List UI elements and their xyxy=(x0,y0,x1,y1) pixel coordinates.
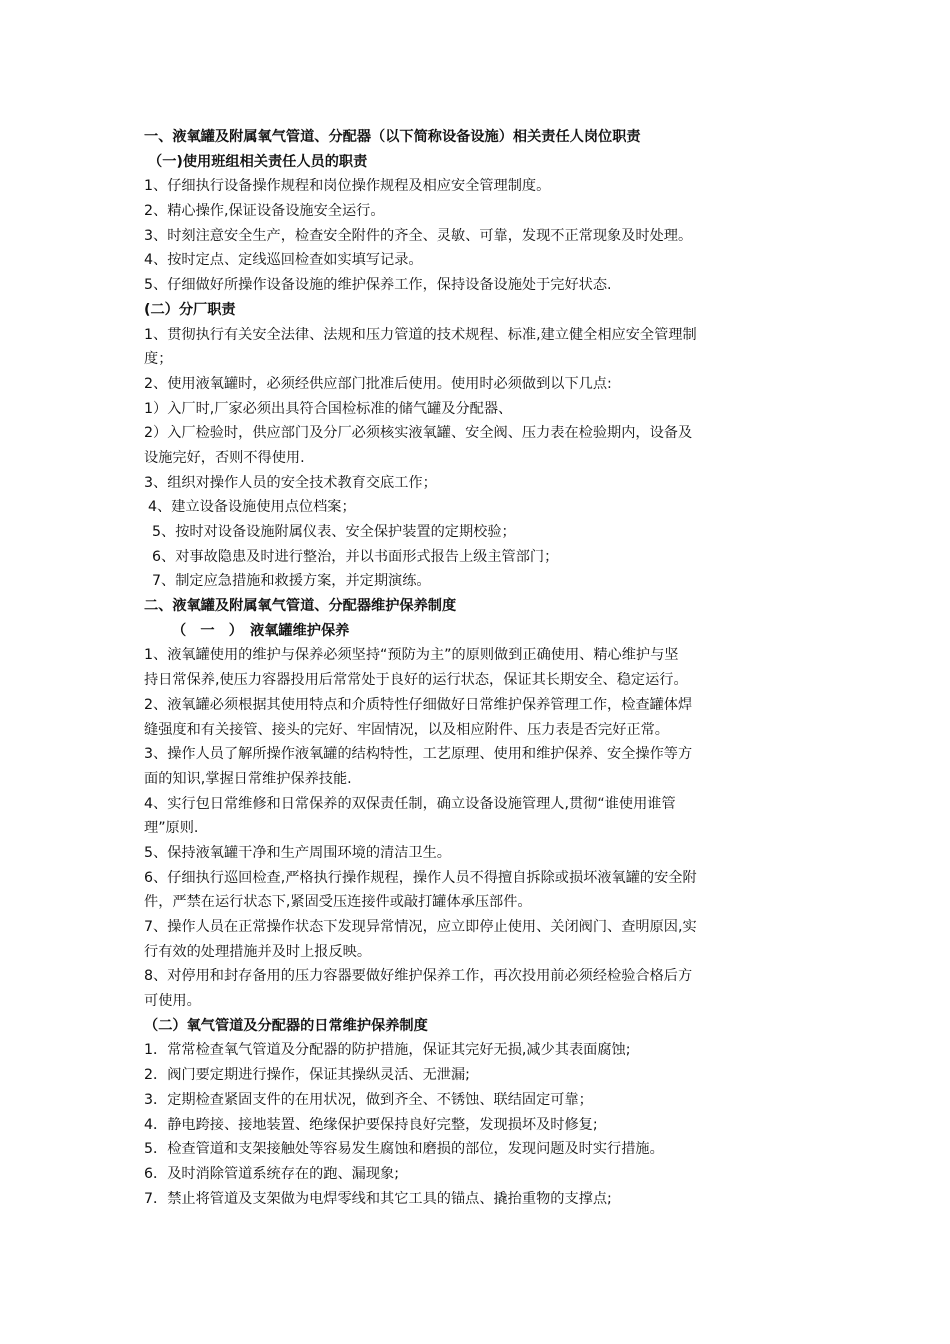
paragraph-line: 面的知识,掌握日常维护保养技能. xyxy=(144,770,352,787)
paragraph-line: 2）入厂检验时，供应部门及分厂必须核实液氧罐、安全阀、压力表在检验期内，设备及 xyxy=(144,425,693,442)
paragraph-line: 2、使用液氧罐时，必须经供应部门批准后使用。使用时必须做到以下几点: xyxy=(144,375,612,392)
paragraph-line: 4．静电跨接、接地装置、绝缘保护要保持良好完整，发现损坏及时修复; xyxy=(144,1116,598,1133)
paragraph-line: 3、操作人员了解所操作液氧罐的结构特性，工艺原理、使用和维护保养、安全操作等方 xyxy=(144,746,693,763)
paragraph-line: 1、液氧罐使用的维护与保养必须坚持“预防为主”的原则做到正确使用、精心维护与坚 xyxy=(144,647,679,664)
paragraph-line: 5、保持液氧罐干净和生产周围环境的清洁卫生。 xyxy=(144,844,451,861)
section-heading-2: 二、液氧罐及附属氧气管道、分配器维护保养制度 xyxy=(144,598,457,615)
paragraph-line: 设施完好，否则不得使用. xyxy=(144,449,305,466)
paragraph-line: 7、制定应急措施和救援方案，并定期演练。 xyxy=(152,573,431,590)
paragraph-line: 6．及时消除管道系统存在的跑、漏现象; xyxy=(144,1165,399,1182)
paragraph-line: 行有效的处理措施并及时上报反映。 xyxy=(144,943,372,960)
paragraph-line: 5、仔细做好所操作设备设施的维护保养工作，保持设备设施处于完好状态. xyxy=(144,277,612,294)
paragraph-line: 6、对事故隐患及时进行整治，并以书面形式报告上级主管部门； xyxy=(152,548,559,565)
subsection-heading-2-2: （二）氧气管道及分配器的日常维护保养制度 xyxy=(144,1017,428,1034)
paragraph-line: 理”原则. xyxy=(144,820,199,837)
paragraph-line: 可使用。 xyxy=(144,993,201,1010)
paragraph-line: 件，严禁在运行状态下,紧固受压连接件或敲打罐体承压部件。 xyxy=(144,894,532,911)
paragraph-line: 持日常保养,使压力容器投用后常常处于良好的运行状态，保证其长期安全、稳定运行。 xyxy=(144,672,688,689)
paragraph-line: 5、按时对设备设施附属仪表、安全保护装置的定期校验； xyxy=(152,524,516,540)
paragraph-line: 4、实行包日常维修和日常保养的双保责任制，确立设备设施管理人,贯彻“谁使用谁管 xyxy=(144,795,676,812)
paragraph-line: 3．定期检查紧固支件的在用状况，做到齐全、不锈蚀、联结固定可靠； xyxy=(144,1091,593,1108)
paragraph-line: 1）入厂时,厂家必须出具符合国检标准的储气罐及分配器、 xyxy=(144,400,513,417)
paragraph-line: 缝强度和有关接管、接头的完好、牢固情况，以及相应附件、压力表是否完好正常。 xyxy=(144,721,669,738)
paragraph-line: 7．禁止将管道及支架做为电焊零线和其它工具的锚点、撬抬重物的支撑点; xyxy=(144,1190,612,1207)
paragraph-line: 8、对停用和封存备用的压力容器要做好维护保养工作，再次投用前必须经检验合格后方 xyxy=(144,968,693,985)
paragraph-line: 5．检查管道和支架接触处等容易发生腐蚀和磨损的部位，发现问题及时实行措施。 xyxy=(144,1141,664,1158)
paragraph-line: 2．阀门要定期进行操作，保证其操纵灵活、无泄漏; xyxy=(144,1067,470,1084)
paragraph-line: 4、按时定点、定线巡回检查如实填写记录。 xyxy=(144,252,423,269)
paragraph-line: 4、建立设备设施使用点位档案； xyxy=(148,499,356,516)
paragraph-line: 7、操作人员在正常操作状态下发现异常情况，应立即停止使用、关闭阀门、查明原因,实 xyxy=(144,919,697,935)
paragraph-line: 3、组织对操作人员的安全技术教育交底工作； xyxy=(144,474,437,491)
paragraph-line: 6、仔细执行巡回检查,严格执行操作规程，操作人员不得擅自拆除或损坏液氧罐的安全附 xyxy=(144,869,697,886)
paragraph-line: 2、精心操作,保证设备设施安全运行。 xyxy=(144,203,385,220)
subsection-heading-1-1: （一)使用班组相关责任人员的职责 xyxy=(148,153,368,170)
paragraph-line: 2、液氧罐必须根据其使用特点和介质特性仔细做好日常维护保养管理工作，检查罐体焊 xyxy=(144,696,693,713)
section-heading-1: 一、液氧罐及附属氧气管道、分配器（以下简称设备设施）相关责任人岗位职责 xyxy=(144,129,641,145)
paragraph-line: 1、仔细执行设备操作规程和岗位操作规程及相应安全管理制度。 xyxy=(144,178,551,195)
paragraph-line: 1、贯彻执行有关安全法律、法规和压力管道的技术规程、标准,建立健全相应安全管理制 xyxy=(144,326,697,343)
subsection-heading-2-1: （ 一 ） 液氧罐维护保养 xyxy=(172,622,350,639)
subsection-heading-1-2: (二）分厂职责 xyxy=(144,301,236,318)
paragraph-line: 度； xyxy=(144,351,173,368)
document-page xyxy=(144,125,804,1211)
paragraph-line: 1．常常检查氧气管道及分配器的防护措施，保证其完好无损,减少其表面腐蚀; xyxy=(144,1042,631,1059)
paragraph-line: 3、时刻注意安全生产，检查安全附件的齐全、灵敏、可靠，发现不正常现象及时处理。 xyxy=(144,227,693,244)
